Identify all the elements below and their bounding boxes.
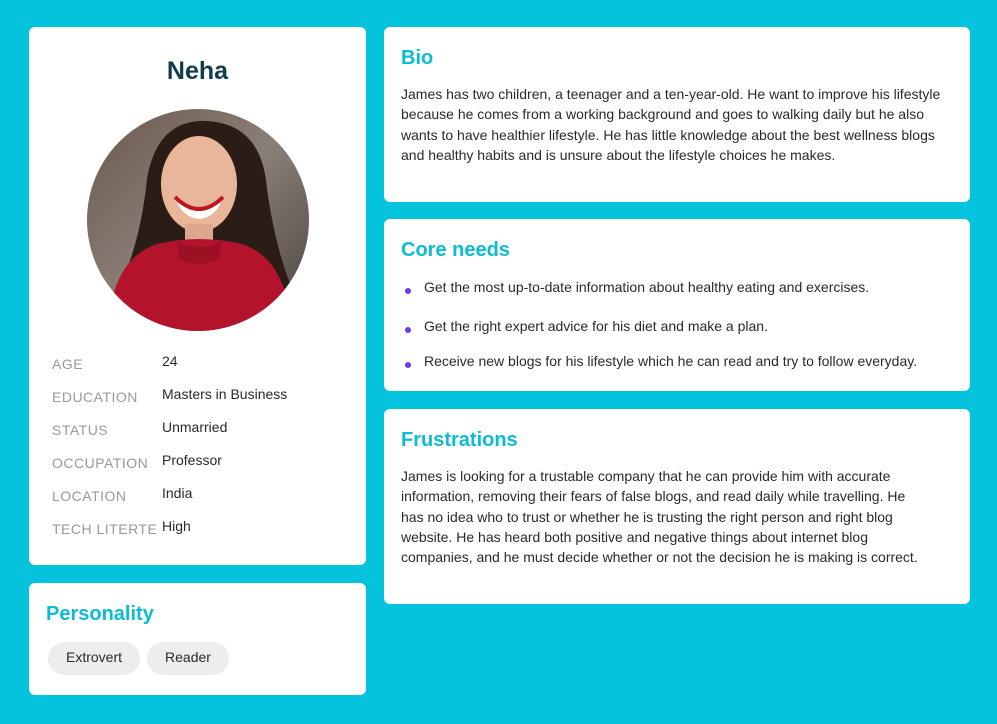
frustrations-card [384,409,970,604]
fact-label: STATUS [52,422,109,438]
list-item [402,279,917,299]
profile-card [29,27,366,565]
personality-tag: Extrovert [48,642,140,675]
personality-tags [48,642,229,675]
bio-title: Bio [401,47,434,69]
fact-label: LOCATION [52,488,127,504]
fact-label: TECH LITERTE [52,521,158,537]
frustrations-text: James is looking for a trustable company that he can provide him with accurate information, removing their fears of false blogs, and read daily while travelling. He has no idea who to trust or whether he is trusting the right person and right blog website. He has heard both positive and negative things about internet blog companies, and he must decide whether or not the decision he is making is correct. [401,468,918,566]
fact-value: India [162,485,193,501]
personality-tag: Reader [147,642,229,675]
fact-value: 24 [162,353,178,369]
core-needs-card [384,219,970,391]
fact-value: Unmarried [162,419,228,435]
avatar [87,109,309,331]
core-needs-list [402,279,917,373]
list-item [402,318,917,338]
need-text: Get the right expert advice for his diet and make a plan. [424,318,768,334]
fact-value: Masters in Business [162,386,288,402]
avatar-photo [87,109,309,331]
need-text: Get the most up-to-date information about healthy eating and exercises. [424,279,870,295]
fact-label: EDUCATION [52,389,138,405]
bullet-icon [405,288,411,294]
frustrations-title: Frustrations [401,429,518,451]
core-needs-title: Core needs [401,239,510,261]
personality-card [29,583,366,695]
bio-card [384,27,970,202]
bullet-icon [405,327,411,333]
bullet-icon [405,362,411,368]
list-item [402,353,917,373]
bio-text: James has two children, a teenager and a ten-year-old. He want to improve his lifestyle because he comes from a working background and goes to walking daily but he also wants to have healthier lifestyle. He has little knowledge about the best wellness blogs and healthy habits and is unsure about the lifestyle choices he makes. [401,86,941,163]
persona-name: Neha [166,57,229,85]
fact-label: AGE [52,356,84,372]
need-text: Receive new blogs for his lifestyle which he can read and try to follow everyday. [424,353,918,369]
fact-value: High [162,518,191,534]
personality-title: Personality [46,603,154,625]
fact-value: Professor [162,452,222,468]
fact-label: OCCUPATION [52,455,149,471]
